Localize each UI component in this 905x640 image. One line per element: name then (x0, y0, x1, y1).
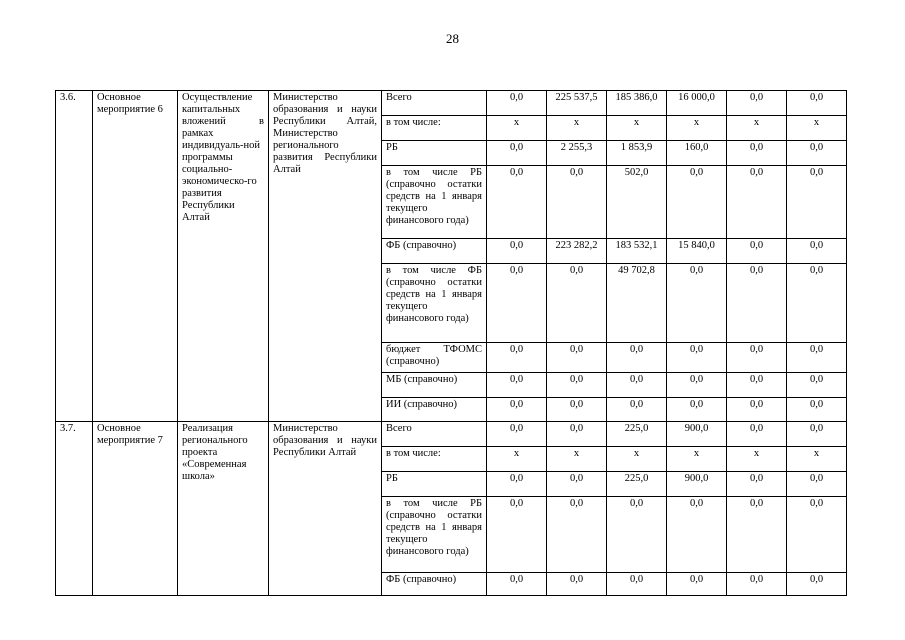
funding-value: 49 702,8 (607, 264, 667, 343)
funding-value: 0,0 (547, 343, 607, 373)
funding-value: 1 853,9 (607, 141, 667, 166)
funding-value: 0,0 (727, 472, 787, 497)
funding-value: 0,0 (787, 343, 847, 373)
funding-value: 0,0 (487, 141, 547, 166)
funding-value: 0,0 (547, 398, 607, 422)
funding-value: 0,0 (727, 343, 787, 373)
funding-source-label: в том числе: (382, 447, 487, 472)
funding-value: x (607, 116, 667, 141)
funding-value: 0,0 (547, 422, 607, 447)
funding-value: 0,0 (727, 422, 787, 447)
funding-source-label: Всего (382, 422, 487, 447)
event-name: Основное мероприятие 7 (93, 422, 178, 596)
table-row (56, 91, 847, 116)
funding-value: 0,0 (787, 141, 847, 166)
funding-value: 0,0 (667, 343, 727, 373)
funding-value: 0,0 (787, 573, 847, 596)
event-name: Основное мероприятие 6 (93, 91, 178, 422)
funding-value: 0,0 (667, 373, 727, 398)
funding-value: 0,0 (787, 398, 847, 422)
funding-value: 0,0 (487, 422, 547, 447)
funding-value: x (667, 447, 727, 472)
funding-value: 0,0 (667, 166, 727, 239)
funding-value: 0,0 (727, 398, 787, 422)
funding-value: 0,0 (607, 497, 667, 573)
funding-value: x (667, 116, 727, 141)
funding-source-label: ИИ (справочно) (382, 398, 487, 422)
funding-value: x (787, 447, 847, 472)
funding-value: x (727, 447, 787, 472)
funding-source-label: в том числе: (382, 116, 487, 141)
funding-value: 0,0 (607, 573, 667, 596)
funding-value: 900,0 (667, 472, 727, 497)
funding-source-label: РБ (382, 472, 487, 497)
funding-value: 2 255,3 (547, 141, 607, 166)
funding-value: 185 386,0 (607, 91, 667, 116)
funding-value: 0,0 (487, 264, 547, 343)
funding-value: 223 282,2 (547, 239, 607, 264)
page-number: 28 (446, 31, 459, 46)
funding-value: 0,0 (787, 91, 847, 116)
executor: Министерство образования и науки Республики Алтай, Министерство регионального развития Республики Алтай (269, 91, 382, 422)
funding-value: 0,0 (727, 573, 787, 596)
funding-source-label: Всего (382, 91, 487, 116)
financing-table (55, 90, 847, 596)
funding-value: x (487, 447, 547, 472)
funding-value: 0,0 (787, 166, 847, 239)
funding-value: 0,0 (547, 166, 607, 239)
funding-value: 225,0 (607, 422, 667, 447)
event-description: Осуществление капитальных вложений в рамках индивидуаль-ной программы социально-экономическо-го развития Республики Алтай (178, 91, 269, 422)
funding-value: 0,0 (487, 343, 547, 373)
funding-value: 0,0 (667, 264, 727, 343)
funding-value: 0,0 (727, 141, 787, 166)
funding-value: 0,0 (787, 373, 847, 398)
funding-value: 0,0 (487, 373, 547, 398)
funding-value: 0,0 (487, 398, 547, 422)
row-number: 3.6. (56, 91, 93, 422)
funding-value: 0,0 (487, 497, 547, 573)
funding-value: 0,0 (607, 373, 667, 398)
funding-value: 0,0 (667, 398, 727, 422)
funding-value: x (727, 116, 787, 141)
funding-source-label: ФБ (справочно) (382, 573, 487, 596)
funding-source-label: в том числе РБ (справочно остатки средств на 1 января текущего финансового года) (382, 166, 487, 239)
funding-value: x (787, 116, 847, 141)
funding-value: 15 840,0 (667, 239, 727, 264)
funding-value: 0,0 (667, 497, 727, 573)
funding-value: 0,0 (787, 497, 847, 573)
funding-source-label: в том числе РБ (справочно остатки средств на 1 января текущего финансового года) (382, 497, 487, 573)
funding-value: x (487, 116, 547, 141)
funding-value: 0,0 (787, 239, 847, 264)
funding-value: 0,0 (787, 422, 847, 447)
funding-value: 0,0 (727, 373, 787, 398)
executor: Министерство образования и науки Республики Алтай (269, 422, 382, 596)
funding-value: 0,0 (487, 91, 547, 116)
funding-value: 0,0 (787, 264, 847, 343)
funding-source-label: бюджет ТФОМС (справочно) (382, 343, 487, 373)
funding-value: 0,0 (547, 497, 607, 573)
funding-value: 0,0 (487, 166, 547, 239)
funding-source-label: в том числе ФБ (справочно остатки средств на 1 января текущего финансового года) (382, 264, 487, 343)
funding-value: 16 000,0 (667, 91, 727, 116)
funding-value: 0,0 (787, 472, 847, 497)
funding-value: 160,0 (667, 141, 727, 166)
funding-value: 0,0 (667, 573, 727, 596)
funding-value: 0,0 (487, 239, 547, 264)
funding-value: 225,0 (607, 472, 667, 497)
funding-value: 0,0 (547, 573, 607, 596)
funding-value: 0,0 (727, 264, 787, 343)
funding-value: 900,0 (667, 422, 727, 447)
funding-value: x (607, 447, 667, 472)
funding-value: 0,0 (607, 398, 667, 422)
funding-value: 0,0 (607, 343, 667, 373)
funding-value: x (547, 447, 607, 472)
table-row (56, 422, 847, 447)
funding-value: 0,0 (727, 239, 787, 264)
funding-value: 502,0 (607, 166, 667, 239)
funding-value: 0,0 (547, 264, 607, 343)
funding-value: 183 532,1 (607, 239, 667, 264)
funding-value: 225 537,5 (547, 91, 607, 116)
funding-value: 0,0 (727, 166, 787, 239)
funding-value: x (547, 116, 607, 141)
funding-value: 0,0 (547, 472, 607, 497)
event-description: Реализация регионального проекта «Современная школа» (178, 422, 269, 596)
funding-source-label: МБ (справочно) (382, 373, 487, 398)
funding-value: 0,0 (547, 373, 607, 398)
funding-value: 0,0 (727, 91, 787, 116)
funding-source-label: РБ (382, 141, 487, 166)
funding-source-label: ФБ (справочно) (382, 239, 487, 264)
funding-value: 0,0 (487, 472, 547, 497)
row-number: 3.7. (56, 422, 93, 596)
funding-value: 0,0 (487, 573, 547, 596)
funding-value: 0,0 (727, 497, 787, 573)
